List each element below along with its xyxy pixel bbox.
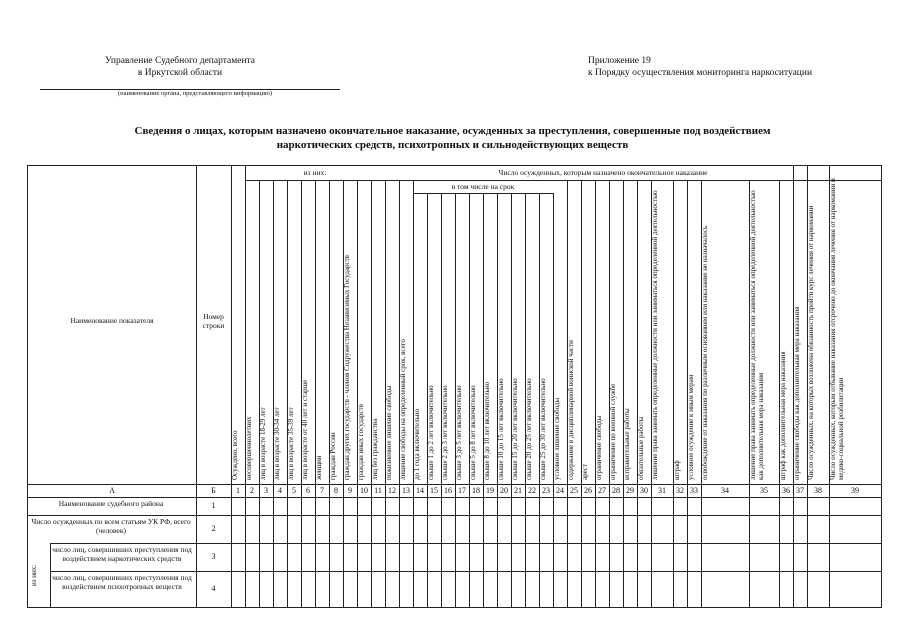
- col-label-25: содержание в дисциплинарной воинской части: [567, 340, 575, 480]
- col-number-34: 34: [721, 486, 729, 495]
- title-line-1: Сведения о лицах, которым назначено окончательное наказание, осужденных за преступления, совершенные под воздействием: [134, 125, 771, 137]
- col-label-8: граждан России: [329, 432, 337, 480]
- col-number-3: 3: [264, 486, 268, 495]
- col-number-39: 39: [851, 486, 859, 495]
- report-table: [27, 165, 882, 608]
- col-number-5: 5: [292, 486, 296, 495]
- org-line-1: Управление Судебного департамента: [104, 56, 256, 66]
- col-label-10: граждан иных государств: [357, 403, 365, 480]
- appendix-line-1: Приложение 19: [588, 56, 651, 66]
- col-number-6: 6: [306, 486, 310, 495]
- col-label-35: лишение права занимать определенные должности или заниматься определенной деятельностью как дополнительная мера наказания: [749, 190, 765, 480]
- group-header-nakazanie: Число осужденных, которым назначено окончательное наказание: [498, 168, 708, 177]
- col-number-32: 32: [676, 486, 684, 495]
- col-header-name: Наименование показателя: [70, 316, 154, 325]
- col-number-35: 35: [760, 486, 768, 495]
- col-label-13: лишение свободы на определенный срок, всего: [399, 339, 407, 480]
- col-number-33: 33: [690, 486, 698, 495]
- col-label-36: штраф как дополнительная мера наказания: [779, 351, 787, 480]
- col-label-21: свыше 15 до 20 лет включительно: [511, 378, 519, 480]
- group-header-iz-nih: из них:: [303, 168, 327, 177]
- col-number-18: 18: [472, 486, 480, 495]
- col-label-33: условное осуждение к иным мерам: [687, 374, 695, 480]
- col-number-15: 15: [430, 486, 438, 495]
- col-number-23: 23: [542, 486, 550, 495]
- row-label-4: число лиц, совершивших преступления под воздействием психотропных веществ: [52, 573, 192, 591]
- col-label-22: свыше 20 до 25 лет включительно: [525, 378, 533, 480]
- appendix-note: [588, 55, 848, 79]
- col-number-31: 31: [658, 486, 666, 495]
- col-label-6: лиц в возрасте от 40 лет и старше: [301, 379, 309, 480]
- row-label-1: Наименование судебного района: [58, 499, 164, 508]
- col-label-39: Число осужденных, которым отбывание наказания отсрочено до окончания лечения от наркомании и медико-социальной реабилитации: [829, 178, 845, 480]
- col-number-36: 36: [782, 486, 790, 495]
- col-label-15: свыше 1 до 2 лет включительно: [427, 385, 435, 480]
- col-number-38: 38: [814, 486, 822, 495]
- row-number-1: 1: [211, 501, 216, 510]
- col-label-28: ограничение по военной службе: [609, 383, 617, 480]
- col-label-38: Число осужденных, на которых возложена обязанность пройти курс лечения от наркомании: [807, 205, 815, 480]
- col-number-20: 20: [500, 486, 508, 495]
- col-label-12: пожизненное лишение свободы: [385, 385, 393, 480]
- row-number-4: 4: [211, 584, 216, 593]
- org-name: [60, 55, 300, 79]
- col-label-32: штраф: [673, 460, 681, 480]
- col-number-8: 8: [334, 486, 338, 495]
- col-number-17: 17: [458, 486, 466, 495]
- col-label-7: женщин: [315, 455, 323, 480]
- col-number-7: 7: [320, 486, 324, 495]
- col-number-29: 29: [626, 486, 634, 495]
- rule-col-name: [196, 166, 197, 607]
- col-label-14: до 1 года включительно: [413, 408, 421, 480]
- index-b: Б: [211, 486, 216, 495]
- col-number-10: 10: [360, 486, 368, 495]
- col-header-row-number-line-2: строки: [202, 321, 225, 330]
- col-label-19: свыше 8 до 10 лет включительно: [483, 381, 491, 480]
- col-label-20: свыше 10 до 15 лет включительно: [497, 378, 505, 480]
- col-number-30: 30: [640, 486, 648, 495]
- col-number-25: 25: [570, 486, 578, 495]
- col-number-28: 28: [612, 486, 620, 495]
- col-label-30: обязательные работы: [637, 416, 645, 480]
- col-label-2: несовершеннолетних: [245, 416, 253, 480]
- row-number-3: 3: [211, 552, 216, 561]
- col-number-37: 37: [796, 486, 804, 495]
- col-label-27: ограничение свободы: [595, 415, 603, 480]
- document-title: [40, 124, 865, 152]
- rule-side-group: [50, 543, 51, 607]
- col-header-row-number-line-1: Номер: [203, 312, 224, 321]
- col-label-34: освобождение от наказания по различным основаниям или наказание не назначалось: [701, 225, 709, 480]
- col-label-18: свыше 5 до 8 лет включительно: [469, 385, 477, 480]
- col-header-row-number: [197, 312, 230, 330]
- col-label-17: свыше 3 до 5 лет включительно: [455, 385, 463, 480]
- col-label-5: лиц в возрасте 35-39 лет: [287, 407, 295, 480]
- col-label-26: арест: [581, 463, 589, 480]
- col-number-11: 11: [374, 486, 382, 495]
- rule-row-3: [50, 571, 881, 572]
- col-label-23: свыше 25 до 30 лет включительно: [539, 378, 547, 480]
- title-line-2: наркотических средств, психотропных и сильнодействующих веществ: [276, 139, 629, 151]
- col-number-19: 19: [486, 486, 494, 495]
- org-caption: (наименование органа, представляющего информацию): [117, 90, 273, 97]
- col-number-14: 14: [416, 486, 424, 495]
- col-label-9: граждан других государств - членов Содружества Независимых Государств: [343, 255, 351, 480]
- col-number-9: 9: [348, 486, 352, 495]
- col-number-22: 22: [528, 486, 536, 495]
- row-number-2: 2: [211, 524, 216, 533]
- rule-row-2: [50, 543, 881, 544]
- row-label-3: число лиц, совершивших преступления под воздействием наркотических средств: [52, 545, 192, 563]
- col-label-31: лишение права занимать определенные должности или заниматься определенной деятельностью: [651, 190, 659, 480]
- col-label-3: лиц в возрасте 18-29 лет: [259, 407, 267, 480]
- side-label-iz-nih: из них:: [30, 564, 38, 586]
- col-label-4: лиц в возрасте 30-34 лет: [273, 407, 281, 480]
- col-number-12: 12: [388, 486, 396, 495]
- col-number-2: 2: [250, 486, 254, 495]
- index-a: А: [109, 486, 115, 495]
- col-number-4: 4: [278, 486, 282, 495]
- col-label-29: исправительные работы: [623, 408, 631, 480]
- appendix-line-2: к Порядку осуществления мониторинга наркоситуации: [588, 68, 813, 78]
- col-label-16: свыше 2 до 3 лет включительно: [441, 385, 449, 480]
- org-line-2: в Иркутской области: [137, 68, 223, 78]
- col-label-1: Осуждено, всего: [231, 430, 239, 480]
- col-label-11: лиц без гражданства: [371, 418, 379, 480]
- group-header-srok: в том числе на срок: [451, 182, 515, 191]
- row-label-2: Число осужденных по всем статьям УК РФ, всего (человек): [31, 517, 191, 535]
- col-number-27: 27: [598, 486, 606, 495]
- col-number-24: 24: [556, 486, 564, 495]
- col-label-24: условное лишение свободы: [553, 397, 561, 480]
- col-label-37: ограничение свободы как дополнительная мера наказания: [793, 306, 801, 480]
- col-number-26: 26: [584, 486, 592, 495]
- col-number-16: 16: [444, 486, 452, 495]
- col-number-1: 1: [236, 486, 240, 495]
- col-number-13: 13: [402, 486, 410, 495]
- col-number-21: 21: [514, 486, 522, 495]
